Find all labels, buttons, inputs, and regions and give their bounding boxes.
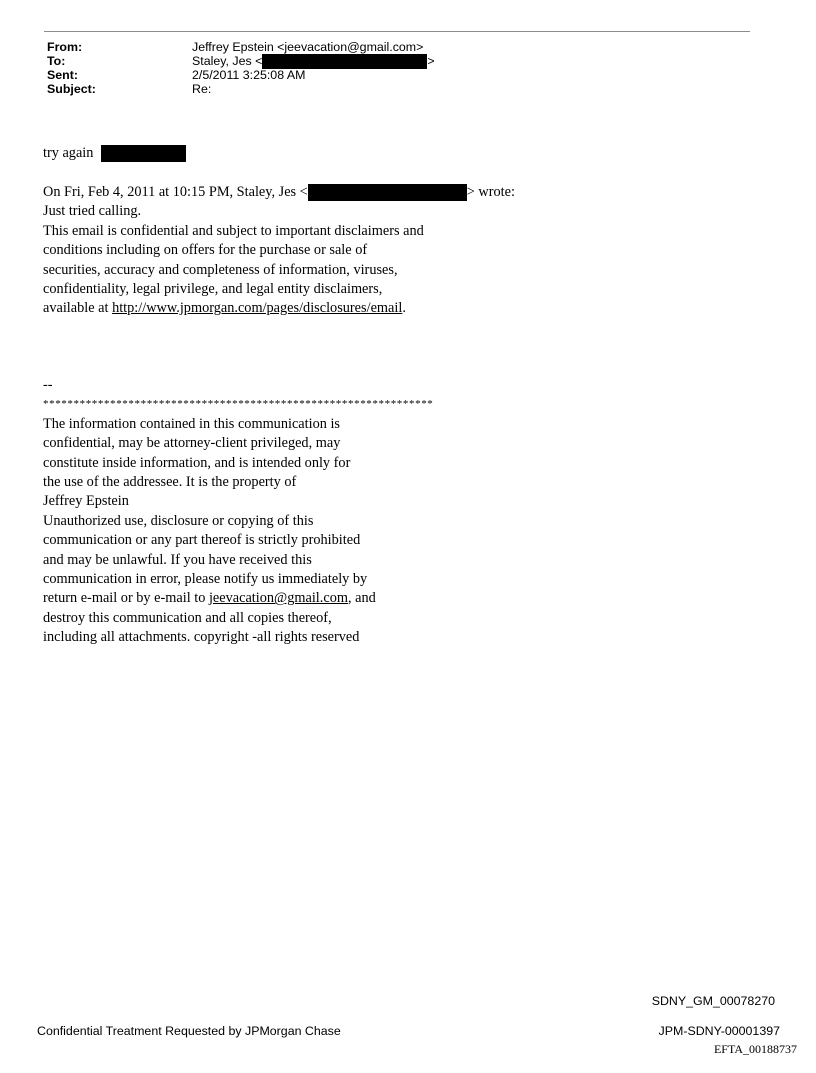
signature-line: destroy this communication and all copies thereof, [43, 609, 332, 626]
from-value: Jeffrey Epstein <jeevacation@gmail.com> [192, 40, 424, 54]
signature-line [43, 589, 433, 608]
quoted-message [43, 183, 515, 319]
signature-block [43, 376, 433, 648]
sent-value: 2/5/2011 3:25:08 AM [192, 68, 306, 82]
signature-stars: **************************************************************** [43, 398, 434, 411]
signature-line: the use of the addressee. It is the property of [43, 474, 297, 491]
quoted-line: conditions including on offers for the purchase or sale of [43, 242, 368, 259]
sent-label: Sent: [47, 68, 78, 82]
subject-label: Subject: [47, 82, 96, 96]
signature-line: constitute inside information, and is intended only for [43, 454, 351, 471]
signature-line: Jeffrey Epstein [43, 493, 129, 510]
reply-line: try again [43, 145, 94, 161]
quote-intro [43, 183, 515, 202]
quoted-line: This email is confidential and subject to important disclaimers and [43, 222, 424, 239]
email-link[interactable]: jeevacation@gmail.com [208, 590, 348, 607]
subject-value: Re: [192, 82, 212, 96]
quoted-line: Just tried calling. [43, 203, 142, 220]
signature-line: confidential, may be attorney-client privileged, may [43, 435, 341, 452]
bates-jpm: JPM-SDNY-00001397 [658, 1024, 780, 1038]
from-label: From: [47, 40, 83, 54]
redaction-box [262, 54, 427, 69]
signature-line: communication or any part thereof is strictly prohibited [43, 532, 361, 549]
header-divider [44, 31, 750, 32]
quoted-line [43, 299, 515, 318]
signature-line: communication in error, please notify us immediately by [43, 571, 368, 588]
available-text: available at [43, 300, 113, 317]
disclosures-link[interactable]: http://www.jpmorgan.com/pages/disclosures/email [112, 300, 403, 317]
quoted-line: confidentiality, legal privilege, and legal entity disclaimers, [43, 281, 383, 298]
to-close: > [427, 54, 435, 68]
confidential-notice: Confidential Treatment Requested by JPMorgan Chase [37, 1024, 341, 1038]
to-name: Staley, Jes < [192, 54, 263, 68]
available-period: . [402, 300, 406, 317]
redaction-box [308, 184, 467, 201]
email-suffix: , and [347, 590, 376, 607]
to-value [192, 54, 435, 69]
signature-line: Unauthorized use, disclosure or copying of this [43, 512, 314, 529]
signature-line: The information contained in this communication is [43, 415, 340, 432]
signature-line: including all attachments. copyright -all rights reserved [43, 629, 360, 646]
signature-line: and may be unlawful. If you have received this [43, 551, 312, 568]
email-prefix: return e-mail or by e-mail to [43, 590, 209, 607]
reply-text [43, 144, 186, 163]
redaction-box [101, 145, 186, 162]
to-label: To: [47, 54, 66, 68]
quote-intro-text: On Fri, Feb 4, 2011 at 10:15 PM, Staley, Jes < [43, 184, 308, 200]
bates-sdny: SDNY_GM_00078270 [651, 994, 775, 1008]
quote-intro-wrote: > wrote: [466, 184, 515, 200]
bates-efta: EFTA_00188737 [713, 1042, 797, 1056]
quoted-line: securities, accuracy and completeness of information, viruses, [43, 261, 398, 278]
signature-dashes: -- [43, 377, 53, 393]
